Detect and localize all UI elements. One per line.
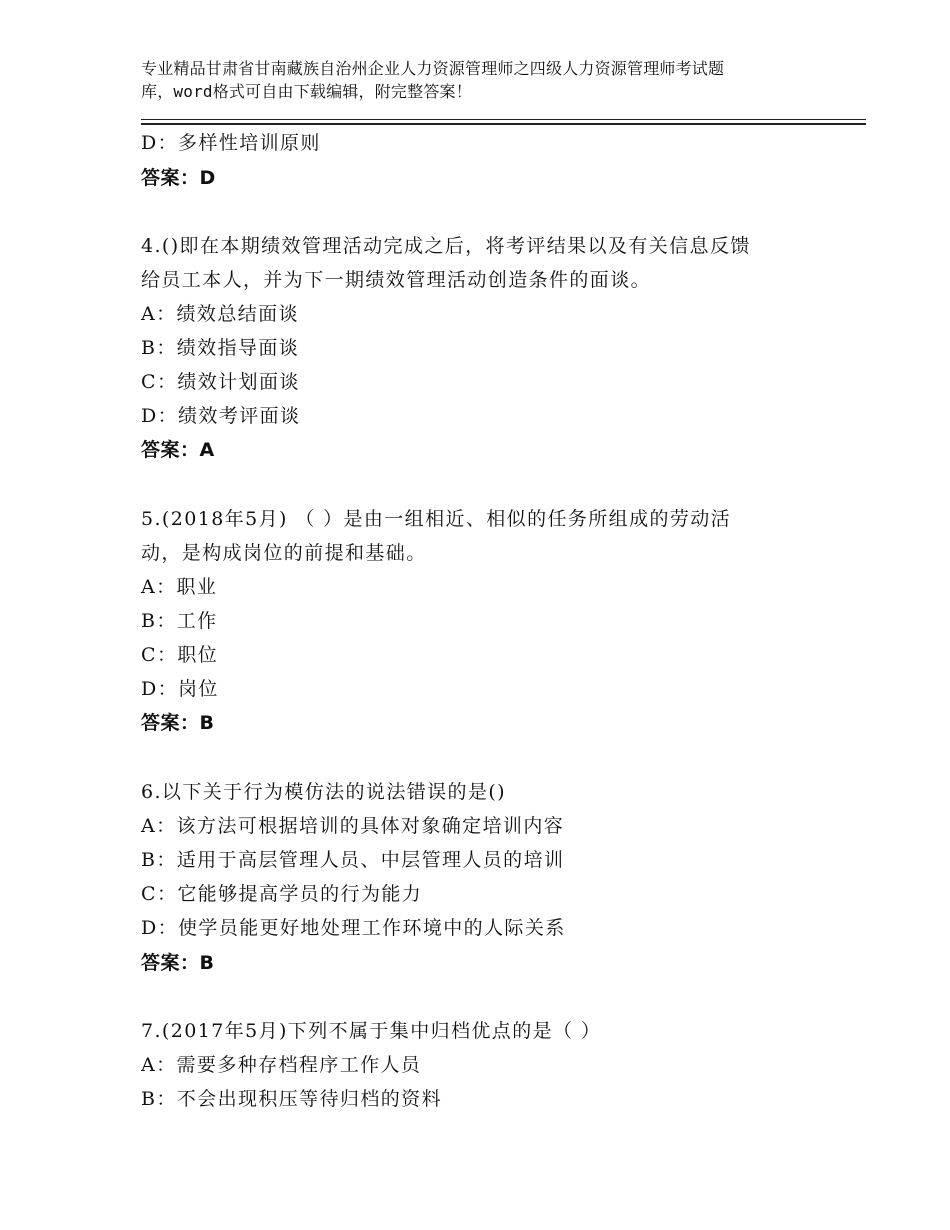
q4-stem-line-1: 4.()即在本期绩效管理活动完成之后，将考评结果以及有关信息反馈 — [141, 235, 751, 257]
q4-option-a: A：绩效总结面谈 — [141, 303, 299, 325]
q5-stem-line-1: 5.(2018年5月) （ ）是由一组相近、相似的任务所组成的劳动活 — [141, 508, 732, 530]
q3-option-d: D：多样性培训原则 — [141, 132, 321, 154]
q7-option-a: A：需要多种存档程序工作人员 — [141, 1054, 422, 1076]
header-line-2: 库，word格式可自由下载编辑，附完整答案！ — [141, 82, 472, 101]
q4-option-b: B：绩效指导面谈 — [141, 337, 300, 359]
q4-answer: 答案：A — [141, 439, 215, 461]
q6-option-c: C：它能够提高学员的行为能力 — [141, 883, 423, 905]
header-rule-thin — [141, 119, 866, 120]
q7-stem-line-1: 7.(2017年5月)下列不属于集中归档优点的是（ ） — [141, 1020, 602, 1042]
q4-option-d: D：绩效考评面谈 — [141, 405, 301, 427]
q3-answer: 答案：D — [141, 167, 216, 189]
q5-stem-line-2: 动，是构成岗位的前提和基础。 — [141, 542, 427, 564]
q4-stem-line-2: 给员工本人，并为下一期绩效管理活动创造条件的面谈。 — [141, 269, 652, 291]
q6-stem-line-1: 6.以下关于行为模仿法的说法错误的是() — [141, 781, 506, 803]
q6-option-d: D：使学员能更好地处理工作环境中的人际关系 — [141, 917, 566, 939]
q4-option-c: C：绩效计划面谈 — [141, 371, 300, 393]
q7-option-b: B：不会出现积压等待归档的资料 — [141, 1088, 442, 1110]
header-rule-thick — [141, 123, 866, 125]
q5-option-d: D：岗位 — [141, 678, 219, 700]
q6-answer: 答案：B — [141, 952, 215, 974]
q5-option-a: A：职业 — [141, 576, 218, 598]
q5-option-c: C：职位 — [141, 644, 219, 666]
q5-option-b: B：工作 — [141, 610, 218, 632]
header-line-1: 专业精品甘肃省甘南藏族自治州企业人力资源管理师之四级人力资源管理师考试题 — [141, 59, 725, 78]
page-header — [141, 57, 841, 103]
q6-option-a: A：该方法可根据培训的具体对象确定培训内容 — [141, 815, 565, 837]
q6-option-b: B：适用于高层管理人员、中层管理人员的培训 — [141, 849, 565, 871]
q5-answer: 答案：B — [141, 712, 215, 734]
